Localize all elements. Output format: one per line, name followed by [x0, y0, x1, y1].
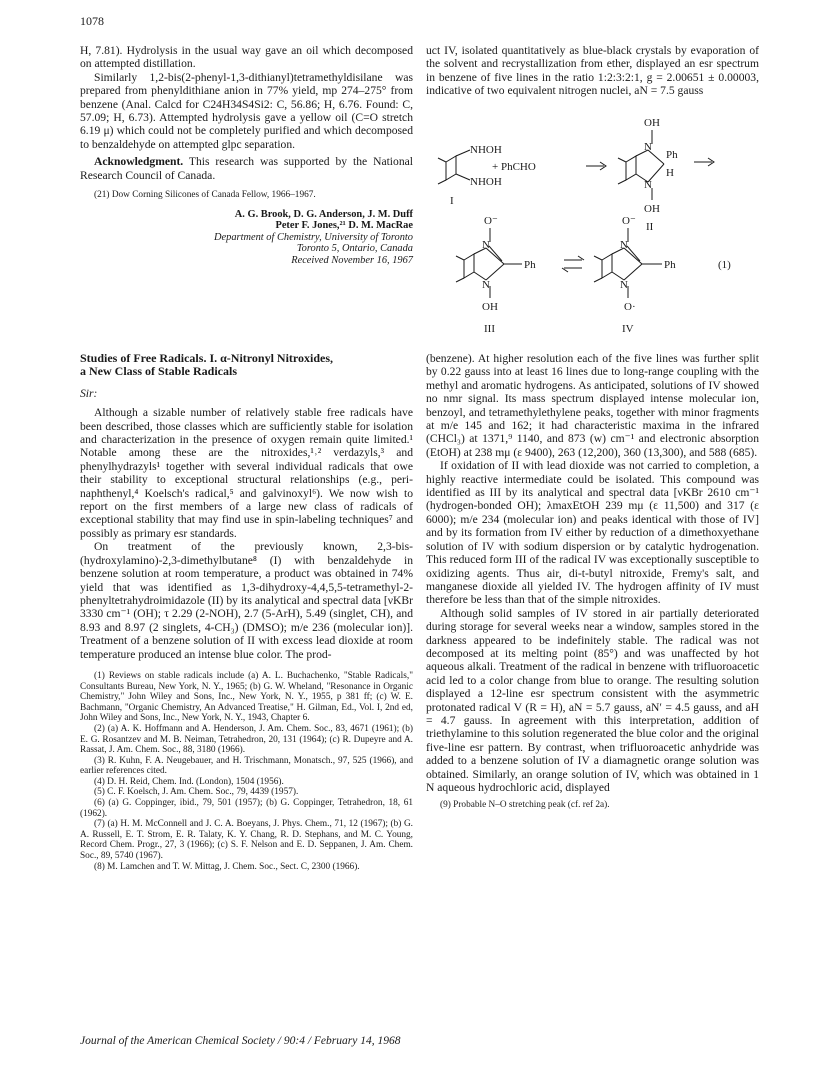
h-label: H	[666, 166, 674, 179]
n-label: N	[644, 178, 652, 191]
ph-label: Ph	[524, 258, 536, 271]
affiliation: Department of Chemistry, University of Toronto	[214, 231, 413, 243]
received-date: Received November 16, 1967	[291, 255, 413, 267]
acknowledgment	[80, 155, 413, 182]
oh-label: OH	[644, 202, 660, 215]
footnote: (21) Dow Corning Silicones of Canada Fellow, 1966–1967.	[94, 190, 316, 201]
paragraph: Similarly 1,2-bis(2-phenyl-1,3-dithianyl)tetramethyldisilane was prepared from phenyldithiane anion in 77% yield, mp 274–275° from benzene (Anal. Calcd for C24H34S4Si2: C, 56.86; H, 6.76. Found: C, 57.09; H, 6.73). Attempted hydrolysis gave a yellow oil (C=O stretch 6.19 μ) which could not be completely purified and which decomposed to benzaldehyde on attempted glpc separation.	[80, 70, 413, 151]
paragraph: (benzene). At higher resolution each of the five lines was further split by 0.22 gauss into at least 16 lines due to long-range coupling with the methyl and aromatic hydrogens. As anticipated, solutions of IV showed no nmr signal. Its mass spectrum displayed intense molecular ion, benzoyl, and tetramethylethylene peaks, together with minor fragments at m/e 145 and 162; it had characteristic maxima in the infrared (CHCl₃) at 1371,⁹ 1140, and 873 (w) cm⁻¹ and electronic absorption (EtOH) at 238 mμ (ε 9400), 263 (12,200), 360 (13,300), and 588 (685).	[426, 352, 759, 459]
compound-label: I	[450, 194, 454, 207]
ph-label: Ph	[664, 258, 676, 271]
article-title	[80, 352, 413, 379]
nhoh-label: NHOH	[470, 143, 502, 156]
journal-footer: Journal of the American Chemical Society / 90:4 / February 14, 1968	[80, 1035, 401, 1047]
author-block	[80, 209, 413, 267]
oh-label: OH	[644, 116, 660, 129]
compound-label: II	[646, 220, 654, 233]
paragraph: uct IV, isolated quantitatively as blue-black crystals by evaporation of the solvent and recrystallization from ether, displayed an esr spectrum in benzene of five lines in the ratio 1:2:3:2:1, g = 2.00651 ± 0.00003, indicative of two equivalent nitrogen nuclei, aN = 7.5 gauss	[426, 44, 759, 98]
right-top-column	[426, 44, 759, 340]
n-label: N	[644, 140, 652, 153]
footnote: (4) D. H. Reid, Chem. Ind. (London), 1504 (1956).	[94, 776, 284, 787]
ph-label: Ph	[666, 148, 678, 161]
n-label: N	[482, 278, 490, 291]
footnote: (7) (a) H. M. McConnell and J. C. A. Boeyans, J. Phys. Chem., 71, 12 (1967); (b) G. A. Russell, E. T. Strom, E. R. Talaty, K. Y. Chang, R. D. Stephans, and M. C. Young, Record Chem. Progr., 27, 3 (1966); (c) S. F. Nelson and E. D. Seppanen, J. Am. Chem. Soc., 89, 5740 (1967).	[80, 819, 413, 862]
n-label: N	[620, 238, 628, 251]
page-number: 1078	[80, 14, 104, 28]
paragraph: Although solid samples of IV stored in air partially deteriorated during storage for several weeks near a window, samples stored in the darkness appeared to be indefinitely stable. The radical was not decomposed at its melting point (85°) and was unaffected by hot aqueous alkali. Treatment of the radical in benzene with trifluoroacetic acid led to a color change from blue to orange. The resulting solution displayed a 12-line esr spectrum consistent with the asymmetric protonated radical V (R = H), aN = 5.7 gauss, aN′ = 4.5 gauss, and aH = 4.7 gauss. In agreement with this interpretation, addition of triethylamine to this solution regenerated the blue color and the original five-line esr pattern. By contrast, when trifluoroacetic anhydride was added to a benzene solution of IV a diamagnetic orange solution was obtained. Similarly, an orange solution of IV, which was obtained in 1 N aqueous hydrochloric acid, displayed	[426, 606, 759, 794]
author-names: A. G. Brook, D. G. Anderson, J. M. Duff	[234, 208, 413, 220]
paragraph: If oxidation of II with lead dioxide was not carried to completion, a highly reactive intermediate could be isolated. This compound was identified as III by its analytical and spectral data [νKBr 2610 cm⁻¹ (hydrogen-bonded OH); λmaxEtOH 239 mμ (ε 11,500) and 317 (ε 6000); m/e 234 (molecular ion) and peaks identical with those of IV] and by its formation from IV either by reduction of a dimethoxyethane solution of IV with sodium dispersion or by catalytic hydrogenation. This reduced form III of the radical IV was exceptionally susceptible to oxidizing agents. Thus air, di-t-butyl nitroxide, Fremy's salt, and manganese dioxide all yielded IV. The hydrogen affinity of IV must therefore be less than that of the simple nitroxides.	[426, 459, 759, 607]
n-label: N	[620, 278, 628, 291]
acknowledgment-heading: Acknowledgment.	[94, 155, 184, 169]
compound-label: III	[484, 322, 495, 335]
footnote: (2) (a) A. K. Hoffmann and A. Henderson, J. Am. Chem. Soc., 83, 4671 (1961); (b) E. G. Rosantzev and M. B. Neiman, Tetrahedron, 20, 131 (1964); (c) R. Dupeyre and A. Rassat, J. Am. Chem. Soc., 88, 3180 (1966).	[80, 723, 413, 756]
article-right-column	[426, 352, 759, 811]
paragraph: Although a sizable number of relatively stable free radicals have been described, those classes which are sufficiently stable for isolation and characterization in the presence of oxygen remain quite limited.¹ Notable among these are the nitroxides,¹˒² verdazyls,³ and phenylhydrazyls¹ together with several individual radicals that owe their stability to exceptional structural relationships (e.g., peri-naphthenyl,⁴ Koelsch's radical,⁵ and galvinoxyl⁶). We now wish to report on the first members of a large new class of radicals of exceptional stability that may find use in spin-labeling techniques⁷ and possibly as primary esr standards.	[80, 406, 413, 540]
paragraph: On treatment of the previously known, 2,3-bis-(hydroxylamino)-2,3-dimethylbutane⁸ (I) with benzaldehyde in benzene solution at room temperature, a product was obtained in 74% yield that was identified as 1,3-dihydroxy-4,4,5,5-tetramethyl-2-phenyltetrahydroimidazole (II) by its analytical and spectral data [νKBr 3330 cm⁻¹ (OH); τ 2.29 (2-NOH), 2.7 (5-ArH), 5.49 (singlet, CH), and 8.93 and 8.97 (2 singlets, 4-CH₃) (DMSO); m/e 236 (molecular ion)]. Treatment of a benzene solution of II with excess lead dioxide at room temperature produced an intense blue color. The prod-	[80, 540, 413, 661]
compound-label: IV	[622, 322, 634, 335]
reagent-label: + PhCHO	[492, 160, 536, 173]
o-minus-label: O⁻	[484, 214, 498, 227]
left-top-column	[80, 44, 413, 267]
paragraph: H, 7.81). Hydrolysis in the usual way gave an oil which decomposed on attempted distillation.	[80, 44, 413, 71]
reaction-scheme	[426, 100, 759, 340]
footnote: (8) M. Lamchen and T. W. Mittag, J. Chem. Soc., Sect. C, 2300 (1966).	[94, 861, 360, 872]
footnote: (3) R. Kuhn, F. A. Neugebauer, and H. Trischmann, Monatsch., 97, 525 (1966), and earlier references cited.	[80, 755, 413, 777]
oh-label: OH	[482, 300, 498, 313]
n-label: N	[482, 238, 490, 251]
o-dot-label: O·	[624, 300, 636, 313]
footnote: (9) Probable N–O stretching peak (cf. ref 2a).	[440, 800, 610, 811]
acknowledgment-text: This research was supported by the National Research Council of Canada.	[80, 155, 413, 182]
footnote: (5) C. F. Koelsch, J. Am. Chem. Soc., 79, 4439 (1957).	[94, 787, 299, 798]
footnotes	[80, 671, 413, 872]
salutation: Sir:	[80, 386, 98, 400]
article-title-line: Studies of Free Radicals. I. α-Nitronyl Nitroxides,	[80, 351, 334, 365]
article-title-line: a New Class of Stable Radicals	[80, 364, 238, 379]
equation-number: (1)	[718, 258, 731, 271]
article-left-column	[80, 352, 413, 872]
footnote: (1) Reviews on stable radicals include (a) A. L. Buchachenko, "Stable Radicals," Consultants Bureau, New York, N. Y., 1965; (b) G. W. Wheland, "Resonance in Organic Chemistry," John Wiley and Sons, Inc., New York, N. Y., 1955, p 381 ff; (c) W. E. Bachmann, "Organic Chemistry, An Advanced Treatise," H. Gilman, Ed., Vol. I, 2nd ed, John Wiley and Sons, Inc., New York, N. Y., 1943, Chapter 6.	[80, 670, 413, 724]
footnote: (6) (a) G. Coppinger, ibid., 79, 501 (1957); (b) G. Coppinger, Tetrahedron, 18, 61 (1962).	[80, 798, 413, 819]
author-names: Peter F. Jones,²¹ D. M. MacRae	[275, 220, 413, 232]
nhoh-label: NHOH	[470, 175, 502, 188]
affiliation: Toronto 5, Ontario, Canada	[296, 243, 413, 255]
o-minus-label: O⁻	[622, 214, 636, 227]
